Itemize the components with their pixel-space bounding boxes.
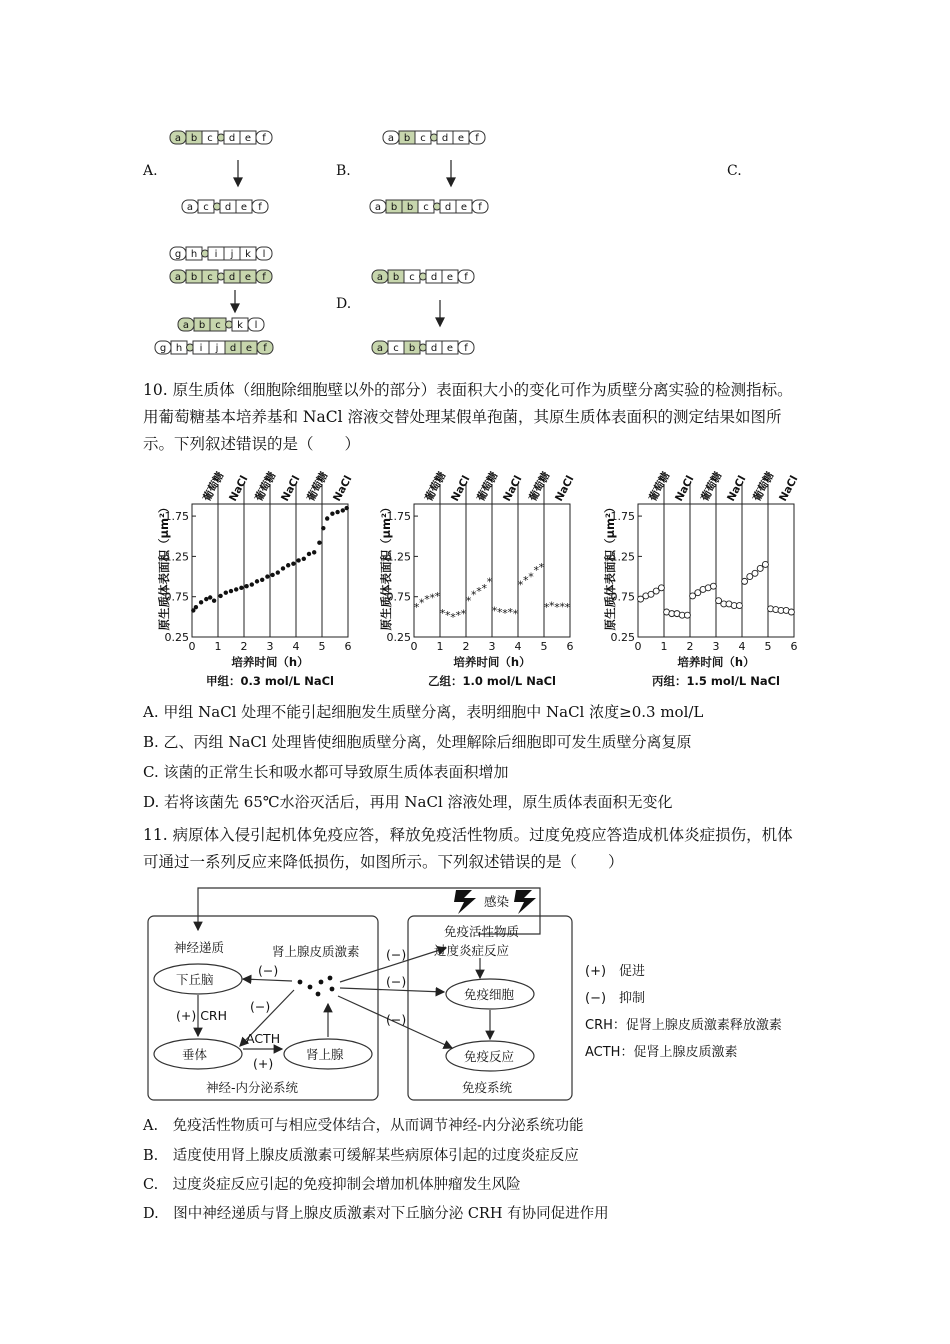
data-point (255, 579, 259, 583)
gene-letter: d (430, 343, 438, 354)
pituitary-label: 垂体 (182, 1047, 208, 1062)
gene-letter: a (182, 320, 190, 331)
data-point (204, 597, 208, 601)
gene-letter: b (198, 320, 206, 331)
gene-letter: a (174, 133, 182, 144)
q10-option-a: A. 甲组 NaCl 处理不能引起细胞发生质壁分离，表明细胞中 NaCl 浓度≥0.3 mol/L (143, 703, 704, 721)
gene-letter: a (174, 272, 182, 283)
x-tick-label: 0 (188, 640, 196, 653)
infection-label: 感染 (484, 894, 510, 909)
data-point (658, 585, 664, 591)
data-point (742, 578, 748, 584)
data-point (260, 578, 264, 582)
gene-letter: h (190, 249, 198, 260)
y-axis-label: 原生质体表面积（μm²） (157, 501, 171, 631)
legend-inhibit: (−) 抑制 (585, 991, 646, 1006)
diagram-legend (585, 958, 782, 1066)
data-point: * (507, 606, 513, 620)
phase-label: 葡萄糖 (253, 469, 279, 504)
y-tick-label: 0.75 (610, 590, 635, 604)
gene-letter: e (240, 202, 248, 213)
data-point (762, 561, 768, 567)
phase-label: 葡萄糖 (699, 469, 725, 504)
data-point: * (419, 596, 425, 610)
chart-bing (603, 469, 800, 688)
gene-letter: f (478, 202, 482, 213)
centromere (187, 344, 194, 351)
minus-label-1: (−) (258, 963, 279, 978)
gene-letter: j (215, 343, 219, 354)
y-axis-label: 原生质体表面积（μm²） (379, 501, 393, 631)
gene-letter: c (420, 133, 426, 144)
gene-letter: d (444, 202, 452, 213)
y-tick-label: 1.25 (610, 550, 635, 564)
q10-option-b: B. 乙、丙组 NaCl 处理皆使细胞质壁分离，处理解除后细胞即可发生质壁分离复原 (143, 733, 692, 751)
data-point (199, 600, 203, 604)
data-point (317, 540, 321, 544)
data-point (212, 599, 216, 603)
gene-letter: b (190, 272, 198, 283)
gene-letter: e (457, 133, 465, 144)
gene-letter: d (228, 272, 236, 283)
option-a-label: A. (143, 163, 158, 179)
data-point (325, 516, 329, 520)
centromere (214, 203, 221, 210)
x-tick-label: 4 (514, 640, 522, 653)
hypothalamus-label: 下丘脑 (176, 972, 214, 987)
data-point (335, 510, 339, 514)
x-axis-label: 培养时间（h） (453, 655, 531, 669)
adrenal-label: 肾上腺 (306, 1047, 344, 1062)
data-point (302, 557, 306, 561)
data-point: * (559, 600, 565, 614)
protoplast-area-charts (140, 462, 820, 698)
q11-option-b: B. 适度使用肾上腺皮质激素可缓解某些病原体引起的过度炎症反应 (143, 1148, 579, 1164)
data-point (341, 508, 345, 512)
phase-label: 葡萄糖 (751, 469, 777, 504)
x-tick-label: 1 (436, 640, 444, 653)
gene-letter: a (376, 272, 384, 283)
x-tick-label: 1 (660, 640, 668, 653)
centromere (202, 250, 209, 257)
phase-label: 葡萄糖 (475, 469, 501, 504)
chrom-a-after (182, 200, 268, 213)
phase-label: 葡萄糖 (305, 469, 331, 504)
x-axis-label: 培养时间（h） (677, 655, 755, 669)
x-tick-label: 4 (738, 640, 746, 653)
centromere (218, 273, 225, 280)
gene-letter: h (175, 343, 183, 354)
chrom-d-before (372, 270, 474, 283)
data-point: * (429, 591, 435, 605)
centromere (434, 203, 441, 210)
gene-letter: e (460, 202, 468, 213)
gene-letter: a (186, 202, 194, 213)
y-tick-label: 0.75 (164, 590, 189, 604)
data-point (244, 584, 248, 588)
data-point: * (538, 560, 545, 574)
data-point: * (445, 609, 451, 623)
data-point: * (486, 575, 493, 589)
y-tick-label: 1.75 (164, 510, 189, 524)
data-point: * (502, 606, 508, 620)
data-point (208, 595, 212, 599)
phase-label: 葡萄糖 (647, 469, 673, 504)
x-tick-label: 3 (488, 640, 496, 653)
y-tick-label: 1.25 (164, 550, 189, 564)
data-point (296, 558, 300, 562)
centromere (431, 134, 438, 141)
gene-letter: f (262, 133, 266, 144)
data-point: * (471, 588, 477, 602)
gene-letter: f (262, 272, 266, 283)
acth-plus-label: (+) (253, 1056, 274, 1071)
x-tick-label: 2 (462, 640, 470, 653)
option-c-label: C. (727, 163, 742, 179)
data-point (224, 590, 228, 594)
hormone-label: 肾上腺皮质激素 (272, 944, 360, 959)
y-tick-label: 1.75 (386, 510, 411, 524)
gene-letter: f (258, 202, 262, 213)
q11-option-d: D. 图中神经递质与肾上腺皮质激素对下丘脑分泌 CRH 有协同促进作用 (143, 1206, 609, 1222)
gene-letter: c (203, 202, 209, 213)
gene-letter: c (423, 202, 429, 213)
chart-jia (157, 469, 354, 688)
chrom-c-after-top (178, 318, 264, 331)
gene-letter: c (207, 133, 213, 144)
gene-letter: a (387, 133, 395, 144)
gene-letter: b (408, 343, 416, 354)
gene-letter: f (263, 343, 267, 354)
chart-caption: 丙组：1.5 mol/L NaCl (652, 674, 780, 688)
data-point (736, 603, 742, 609)
centromere (420, 273, 427, 280)
x-tick-label: 3 (712, 640, 720, 653)
neuro-immune-diagram (140, 886, 580, 1104)
chart-caption: 甲组：0.3 mol/L NaCl (206, 674, 334, 688)
gene-letter: d (441, 133, 449, 144)
data-point (684, 612, 690, 618)
phase-label: NaCl (501, 473, 525, 504)
data-point: * (497, 606, 503, 620)
data-point: * (528, 570, 534, 584)
minus-label-5: (−) (386, 1012, 407, 1027)
data-point (234, 587, 238, 591)
neuro-endocrine-label: 神经-内分泌系统 (206, 1080, 299, 1095)
phase-label: NaCl (279, 473, 303, 504)
x-tick-label: 6 (790, 640, 798, 653)
x-tick-label: 1 (214, 640, 222, 653)
gene-letter: b (190, 133, 198, 144)
gene-letter: c (393, 343, 399, 354)
data-point (250, 582, 254, 586)
chrom-d-after (372, 341, 474, 354)
data-point: * (465, 594, 472, 608)
immune-cell-label: 免疫细胞 (464, 987, 515, 1002)
immune-substance-label: 免疫活性物质 (444, 924, 520, 939)
data-point (312, 550, 316, 554)
question-10-stem: 10. 原生质体（细胞除细胞壁以外的部分）表面积大小的变化可作为质壁分离实验的检测指标。用葡萄糖基本培养基和 NaCl 溶液交替处理某假单孢菌，其原生质体表面积的测定结果如图所示。下列叙述错误的是（ ） (143, 381, 793, 453)
chrom-c-before-bottom (170, 270, 272, 283)
chrom-b-after (370, 200, 488, 213)
data-point (321, 526, 325, 530)
inflammation-label: 过度炎症反应 (434, 943, 510, 958)
chrom-c-after-bottom (155, 341, 273, 354)
phase-label: NaCl (725, 473, 749, 504)
data-point: * (434, 589, 441, 603)
data-point (788, 609, 794, 615)
x-tick-label: 3 (266, 640, 274, 653)
gene-letter: e (244, 272, 252, 283)
x-tick-label: 0 (634, 640, 642, 653)
data-point (752, 570, 758, 576)
phase-label: NaCl (227, 473, 251, 504)
chrom-c-before-top (170, 247, 272, 260)
gene-letter: e (245, 343, 253, 354)
data-point: * (523, 573, 529, 587)
y-tick-label: 1.75 (610, 510, 635, 524)
data-point: * (455, 609, 461, 623)
data-point: * (564, 601, 571, 615)
phase-label: 葡萄糖 (527, 469, 553, 504)
x-tick-label: 2 (240, 640, 248, 653)
data-point (276, 570, 280, 574)
gene-letter: a (376, 343, 384, 354)
centromere (420, 344, 427, 351)
gene-letter: d (228, 133, 236, 144)
chrom-a-before (170, 131, 272, 144)
centromere (218, 134, 225, 141)
y-tick-label: 0.25 (386, 631, 411, 644)
gene-letter: c (215, 320, 221, 331)
legend-crh: CRH：促肾上腺皮质激素释放激素 (585, 1018, 782, 1033)
data-point: * (533, 564, 539, 578)
gene-letter: l (262, 249, 266, 260)
data-point: * (460, 607, 467, 621)
x-tick-label: 5 (540, 640, 548, 653)
data-point (270, 573, 274, 577)
data-point: * (491, 604, 498, 618)
gene-letter: b (406, 202, 414, 213)
phase-label: NaCl (777, 473, 801, 504)
phase-label: NaCl (331, 473, 355, 504)
data-point (229, 589, 233, 593)
q10-option-d: D. 若将该菌先 65℃水浴灭活后，再用 NaCl 溶液处理，原生质体表面积无变化 (143, 793, 673, 811)
gene-letter: c (207, 272, 213, 283)
data-point (265, 574, 269, 578)
chart-yi (379, 469, 576, 688)
neurotransmitter-label: 神经递质 (174, 940, 225, 955)
phase-label: 葡萄糖 (201, 469, 227, 504)
gene-letter: g (159, 343, 167, 354)
gene-letter: b (390, 202, 398, 213)
data-point (710, 583, 716, 589)
gene-letter: k (245, 249, 251, 260)
x-axis-label: 培养时间（h） (231, 655, 309, 669)
immune-response-label: 免疫反应 (464, 1049, 515, 1064)
data-point: * (554, 601, 560, 615)
data-point (281, 566, 285, 570)
legend-acth: ACTH：促肾上腺皮质激素 (585, 1045, 738, 1060)
gene-letter: f (475, 133, 479, 144)
x-tick-label: 0 (410, 640, 418, 653)
gene-letter: l (254, 320, 258, 331)
acth-label: ACTH (246, 1031, 281, 1046)
minus-label-2: (−) (250, 999, 271, 1014)
y-axis-label: 原生质体表面积（μm²） (603, 501, 617, 631)
gene-letter: e (446, 272, 454, 283)
option-d-label: D. (336, 296, 352, 312)
data-point: * (424, 593, 430, 607)
immune-system-label: 免疫系统 (462, 1080, 513, 1095)
gene-letter: d (224, 202, 232, 213)
gene-letter: b (403, 133, 411, 144)
data-point (345, 506, 349, 510)
x-tick-label: 5 (318, 640, 326, 653)
gene-letter: f (464, 272, 468, 283)
data-point (757, 565, 763, 571)
q10-option-c: C. 该菌的正常生长和吸水都可导致原生质体表面积增加 (143, 763, 509, 781)
y-tick-label: 0.75 (386, 590, 411, 604)
option-b-label: B. (336, 163, 351, 179)
y-tick-label: 0.25 (164, 631, 189, 644)
gene-letter: d (430, 272, 438, 283)
q11-option-c: C. 过度炎症反应引起的免疫抑制会增加机体肿瘤发生风险 (143, 1177, 521, 1193)
gene-letter: j (230, 249, 234, 260)
data-point: * (481, 581, 487, 595)
gene-letter: i (199, 343, 203, 354)
gene-letter: k (237, 320, 243, 331)
phase-label: NaCl (673, 473, 697, 504)
y-tick-label: 0.25 (610, 631, 635, 644)
x-tick-label: 2 (686, 640, 694, 653)
legend-promote: (+) 促进 (585, 964, 646, 979)
data-point: * (439, 606, 446, 620)
phase-label: NaCl (449, 473, 473, 504)
gene-letter: i (214, 249, 218, 260)
gene-letter: g (174, 249, 182, 260)
x-tick-label: 5 (764, 640, 772, 653)
data-point (218, 594, 222, 598)
x-tick-label: 4 (292, 640, 300, 653)
data-point (286, 563, 290, 567)
gene-letter: c (409, 272, 415, 283)
gene-letter: e (446, 343, 454, 354)
q11-option-a: A. 免疫活性物质可与相应受体结合，从而调节神经-内分泌系统功能 (143, 1118, 584, 1134)
phase-label: 葡萄糖 (423, 469, 449, 504)
centromere (226, 321, 233, 328)
data-point: * (517, 578, 524, 592)
data-point: * (450, 610, 456, 624)
lightning-right-icon (514, 890, 536, 914)
gene-letter: a (374, 202, 382, 213)
data-point: * (512, 607, 519, 621)
data-point (239, 586, 243, 590)
lightning-left-icon (454, 890, 476, 914)
data-point: * (476, 585, 482, 599)
gene-letter: e (244, 133, 252, 144)
crh-label: (+) CRH (176, 1008, 228, 1023)
gene-letter: f (464, 343, 468, 354)
phase-label: NaCl (553, 473, 577, 504)
minus-label-3: (−) (386, 947, 407, 962)
x-tick-label: 6 (566, 640, 574, 653)
data-point: * (413, 601, 420, 615)
data-point (307, 552, 311, 556)
chromosome-figure (140, 120, 560, 365)
chart-caption: 乙组：1.0 mol/L NaCl (428, 674, 556, 688)
data-point (330, 511, 334, 515)
gene-letter: b (392, 272, 400, 283)
data-point: * (549, 599, 555, 613)
chrom-b-before (383, 131, 485, 144)
y-tick-label: 1.25 (386, 550, 411, 564)
data-point (291, 561, 295, 565)
question-11-stem: 11. 病原体入侵引起机体免疫应答，释放免疫活性物质。过度免疫应答造成机体炎症损伤，机体可通过一系列反应来降低损伤，如图所示。下列叙述错误的是（ ） (143, 826, 793, 871)
gene-letter: d (229, 343, 237, 354)
data-point: * (543, 601, 550, 615)
data-point (194, 605, 198, 609)
minus-label-4: (−) (386, 974, 407, 989)
x-tick-label: 6 (344, 640, 352, 653)
